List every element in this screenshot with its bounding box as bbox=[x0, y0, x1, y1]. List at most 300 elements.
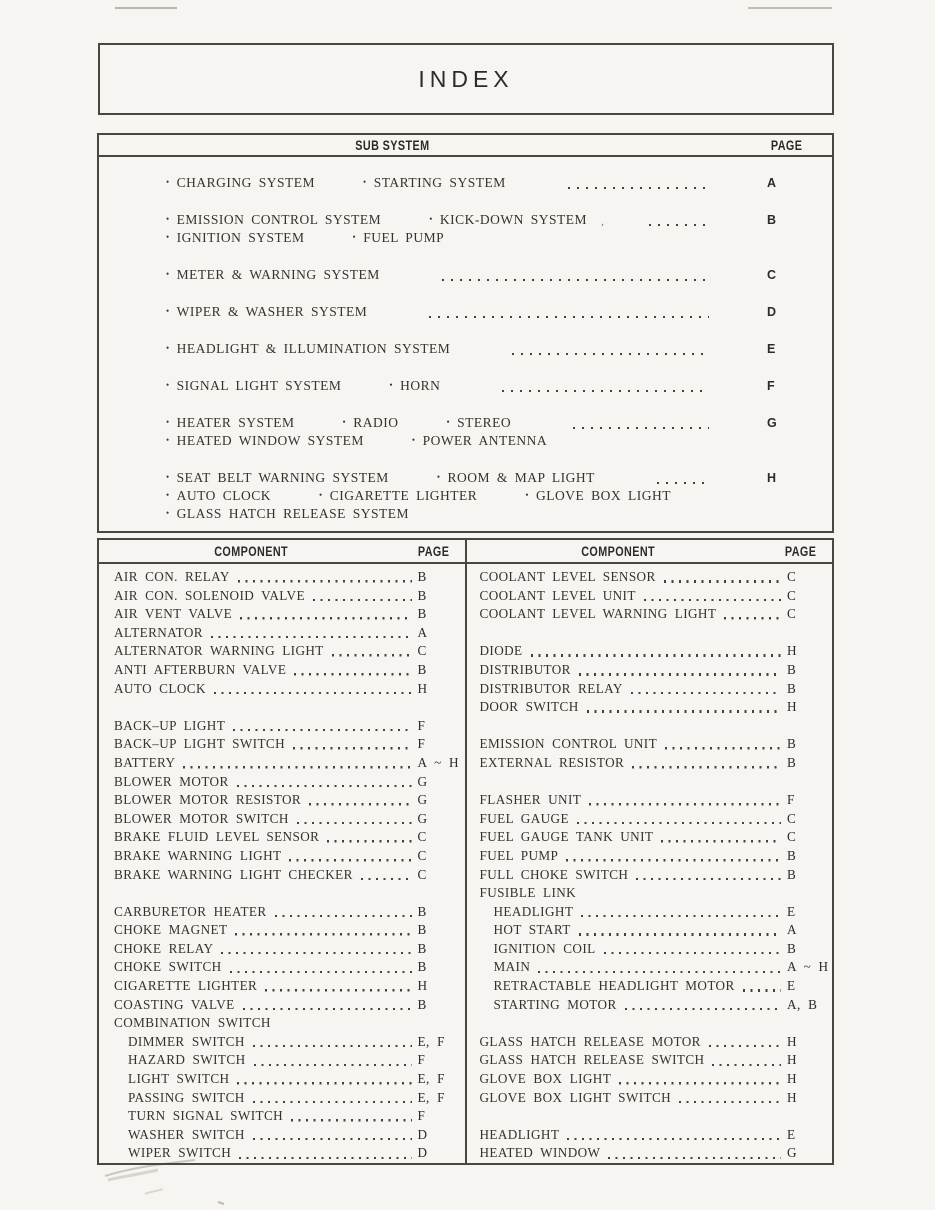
component-page-ref: H bbox=[787, 1089, 798, 1105]
component-name: CIGARETTE LIGHTER bbox=[114, 978, 258, 994]
component-row bbox=[467, 977, 833, 996]
component-row bbox=[467, 735, 833, 754]
bullet-icon: • bbox=[166, 306, 170, 316]
bullet-icon: • bbox=[166, 508, 170, 518]
subsystem-item bbox=[166, 505, 409, 524]
component-row bbox=[99, 1070, 465, 1089]
dotted-leader bbox=[253, 1138, 412, 1141]
component-row bbox=[99, 996, 465, 1015]
subsystem-item-label: HEADLIGHT & ILLUMINATION SYSTEM bbox=[176, 341, 451, 356]
component-row bbox=[99, 754, 465, 773]
dotted-leader bbox=[237, 785, 412, 788]
dotted-leader bbox=[235, 933, 411, 936]
component-row bbox=[467, 568, 833, 587]
component-page-ref: H bbox=[417, 978, 428, 994]
component-name: AUTO CLOCK bbox=[114, 680, 206, 696]
subsystem-item bbox=[429, 211, 587, 230]
subsystem-item bbox=[166, 211, 381, 230]
dotted-leader bbox=[679, 1101, 781, 1104]
component-row bbox=[99, 1126, 465, 1145]
dotted-leader bbox=[429, 316, 709, 319]
component-name: GLOVE BOX LIGHT SWITCH bbox=[479, 1089, 672, 1105]
component-row bbox=[467, 903, 833, 922]
component-name: DISTRIBUTOR RELAY bbox=[479, 680, 623, 696]
subsystem-line bbox=[99, 505, 832, 523]
subsystem-item-label: IGNITION SYSTEM bbox=[176, 230, 305, 245]
component-page-ref: B bbox=[417, 587, 427, 603]
component-row bbox=[99, 921, 465, 940]
dotted-leader bbox=[712, 1064, 781, 1067]
component-name: LIGHT SWITCH bbox=[128, 1071, 230, 1087]
page-title: INDEX bbox=[418, 66, 514, 92]
component-page-ref: H bbox=[417, 680, 428, 696]
dotted-leader bbox=[577, 822, 781, 825]
bullet-icon: • bbox=[319, 490, 323, 500]
dotted-leader bbox=[291, 1119, 411, 1122]
subsystem-entry bbox=[99, 377, 832, 395]
subsystem-item bbox=[389, 377, 440, 396]
component-name: HEADLIGHT bbox=[493, 903, 574, 919]
component-name: CHOKE MAGNET bbox=[114, 922, 228, 938]
component-page-ref: B bbox=[787, 866, 797, 882]
component-row bbox=[99, 568, 465, 587]
component-row bbox=[99, 1089, 465, 1108]
page-column-header: PAGE bbox=[770, 137, 803, 153]
component-name: BLOWER MOTOR bbox=[114, 773, 229, 789]
dotted-leader bbox=[275, 915, 412, 918]
component-name: FUEL GAUGE TANK UNIT bbox=[479, 829, 654, 845]
component-column-header bbox=[467, 544, 771, 559]
subsystem-item-label: AUTO CLOCK bbox=[176, 488, 272, 503]
component-row bbox=[467, 828, 833, 847]
component-column-left bbox=[99, 564, 467, 1163]
subsystem-page-ref: H bbox=[767, 471, 778, 485]
dotted-leader bbox=[289, 859, 411, 862]
subsystem-line bbox=[99, 340, 832, 358]
component-name: AIR CON. SOLENOID VALVE bbox=[114, 587, 305, 603]
component-table-body bbox=[99, 564, 832, 1163]
component-page-ref: G bbox=[787, 1145, 798, 1161]
dotted-leader bbox=[254, 1064, 412, 1067]
dotted-leader bbox=[573, 427, 709, 430]
subsystem-item bbox=[363, 174, 506, 193]
dotted-leader bbox=[442, 279, 709, 282]
component-name: ANTI AFTERBURN VALVE bbox=[114, 661, 287, 677]
component-column-header-label: COMPONENT bbox=[581, 543, 656, 559]
component-row bbox=[99, 642, 465, 661]
component-row bbox=[467, 958, 833, 977]
subsystem-item bbox=[353, 229, 445, 248]
sub-system-column-header: SUB SYSTEM bbox=[355, 137, 430, 153]
component-row bbox=[99, 587, 465, 606]
component-name: ALTERNATOR bbox=[114, 624, 203, 640]
subsystem-item bbox=[446, 414, 511, 433]
component-row-spacer bbox=[99, 884, 465, 903]
component-page-ref: A ~ H bbox=[417, 754, 460, 770]
sub-system-table bbox=[97, 133, 834, 533]
subsystem-item-label: RADIO bbox=[353, 415, 399, 430]
component-row bbox=[99, 680, 465, 699]
subsystem-item bbox=[525, 487, 671, 506]
subsystem-line bbox=[99, 414, 832, 432]
bullet-icon: • bbox=[446, 417, 451, 427]
component-page-ref: C bbox=[417, 866, 427, 882]
component-row bbox=[467, 884, 833, 903]
bullet-icon: • bbox=[342, 417, 347, 427]
component-row bbox=[467, 940, 833, 959]
dotted-leader bbox=[239, 1157, 411, 1160]
component-row bbox=[467, 680, 833, 699]
component-page-ref: F bbox=[417, 717, 426, 733]
component-name: STARTING MOTOR bbox=[493, 996, 617, 1012]
component-row bbox=[99, 1107, 465, 1126]
component-row bbox=[467, 810, 833, 829]
bullet-icon: • bbox=[166, 177, 170, 187]
component-page-ref: E bbox=[787, 978, 796, 994]
component-row bbox=[99, 903, 465, 922]
dotted-leader bbox=[253, 1101, 412, 1104]
component-page-ref: A, B bbox=[787, 996, 818, 1012]
component-page-ref: A ~ H bbox=[787, 959, 829, 975]
component-page-ref: H bbox=[787, 1052, 798, 1068]
dotted-leader bbox=[309, 803, 411, 806]
subsystem-entry bbox=[99, 340, 832, 358]
dotted-leader bbox=[568, 187, 709, 190]
component-row bbox=[467, 996, 833, 1015]
component-page-ref: G bbox=[417, 792, 428, 808]
dotted-leader bbox=[531, 654, 781, 657]
component-page-ref: C bbox=[417, 847, 427, 863]
subsystem-item bbox=[343, 414, 399, 433]
component-row bbox=[467, 698, 833, 717]
subsystem-entry bbox=[99, 469, 832, 523]
bullet-icon: • bbox=[166, 269, 170, 279]
component-page-ref: E, F bbox=[417, 1089, 445, 1105]
component-name: CHOKE SWITCH bbox=[114, 959, 222, 975]
dotted-leader bbox=[665, 747, 781, 750]
dotted-leader bbox=[579, 673, 781, 676]
subsystem-item-label: WIPER & WASHER SYSTEM bbox=[176, 304, 368, 319]
subsystem-line bbox=[99, 211, 832, 229]
component-row bbox=[99, 847, 465, 866]
component-page-ref: C bbox=[787, 587, 797, 603]
component-name: BRAKE WARNING LIGHT bbox=[114, 847, 282, 863]
subsystem-item-label: ROOM & MAP LIGHT bbox=[447, 470, 595, 485]
component-name: WIPER SWITCH bbox=[128, 1145, 232, 1161]
dotted-leader bbox=[238, 580, 412, 583]
component-name: BATTERY bbox=[114, 754, 176, 770]
component-row bbox=[467, 1089, 833, 1108]
scan-speck: ’ bbox=[598, 221, 605, 235]
component-name: BLOWER MOTOR RESISTOR bbox=[114, 792, 302, 808]
component-page-ref: H bbox=[787, 1033, 798, 1049]
component-header-right bbox=[467, 540, 833, 562]
dotted-leader bbox=[538, 971, 781, 974]
component-page-ref: B bbox=[417, 996, 427, 1012]
bullet-icon: • bbox=[166, 380, 170, 390]
dotted-leader bbox=[664, 580, 781, 583]
component-page-ref: B bbox=[787, 736, 797, 752]
component-row bbox=[99, 1014, 465, 1033]
subsystem-page-ref: B bbox=[767, 213, 778, 227]
component-page-ref: B bbox=[417, 661, 427, 677]
component-row bbox=[467, 791, 833, 810]
component-row bbox=[99, 958, 465, 977]
component-name: HEATED WINDOW bbox=[479, 1145, 601, 1161]
component-page-ref: C bbox=[417, 643, 427, 659]
component-page-ref: C bbox=[787, 829, 797, 845]
subsystem-item bbox=[319, 487, 477, 506]
component-page-ref: H bbox=[787, 643, 798, 659]
subsystem-page-ref: D bbox=[767, 305, 778, 319]
component-name: TURN SIGNAL SWITCH bbox=[128, 1108, 284, 1124]
dotted-leader bbox=[214, 692, 412, 695]
component-page-ref: B bbox=[417, 959, 427, 975]
subsystem-item bbox=[166, 303, 367, 322]
component-row bbox=[99, 1051, 465, 1070]
component-page-ref: G bbox=[417, 773, 428, 789]
component-name: FLASHER UNIT bbox=[479, 792, 582, 808]
subsystem-item-label: GLOVE BOX LIGHT bbox=[535, 488, 671, 503]
component-row bbox=[467, 1070, 833, 1089]
component-name: CARBURETOR HEATER bbox=[114, 903, 267, 919]
dotted-leader bbox=[608, 1157, 781, 1160]
subsystem-page-ref: F bbox=[767, 379, 776, 393]
subsystem-item-label: CIGARETTE LIGHTER bbox=[329, 488, 478, 503]
subsystem-item-label: FUEL PUMP bbox=[363, 230, 445, 245]
component-page-ref: F bbox=[417, 736, 426, 752]
dotted-leader bbox=[183, 766, 411, 769]
component-name: ALTERNATOR WARNING LIGHT bbox=[114, 643, 324, 659]
dotted-leader bbox=[581, 915, 781, 918]
component-name: BLOWER MOTOR SWITCH bbox=[114, 810, 289, 826]
component-name: AIR VENT VALVE bbox=[114, 606, 233, 622]
component-name: COOLANT LEVEL WARNING LIGHT bbox=[479, 606, 717, 622]
component-page-ref: B bbox=[787, 754, 797, 770]
subsystem-item-label: STEREO bbox=[457, 415, 512, 430]
scan-smudge bbox=[100, 1158, 280, 1208]
component-row bbox=[99, 624, 465, 643]
subsystem-item-label: GLASS HATCH RELEASE SYSTEM bbox=[176, 506, 410, 521]
component-row bbox=[99, 977, 465, 996]
component-row bbox=[99, 866, 465, 885]
component-name: DIMMER SWITCH bbox=[128, 1033, 245, 1049]
subsystem-item-label: POWER ANTENNA bbox=[422, 433, 548, 448]
component-row bbox=[99, 773, 465, 792]
component-row-spacer bbox=[467, 624, 833, 643]
subsystem-item-label: EMISSION CONTROL SYSTEM bbox=[176, 212, 382, 227]
component-name: FUEL GAUGE bbox=[479, 810, 569, 826]
component-row bbox=[99, 661, 465, 680]
component-page-ref: B bbox=[787, 847, 797, 863]
component-name: DISTRIBUTOR bbox=[479, 661, 571, 677]
dotted-leader bbox=[632, 766, 781, 769]
subsystem-entry bbox=[99, 266, 832, 284]
component-row bbox=[467, 866, 833, 885]
sub-system-table-header bbox=[99, 135, 832, 157]
component-table-header bbox=[99, 540, 832, 564]
component-header-left bbox=[99, 540, 467, 562]
component-page-ref: E, F bbox=[417, 1033, 445, 1049]
page-column-header bbox=[770, 544, 832, 559]
component-page-ref: A bbox=[417, 624, 428, 640]
bullet-icon: • bbox=[166, 472, 170, 482]
dotted-leader bbox=[566, 859, 781, 862]
dotted-leader bbox=[293, 747, 411, 750]
bullet-icon: • bbox=[166, 232, 170, 242]
component-page-ref: E, F bbox=[417, 1071, 445, 1087]
subsystem-line bbox=[99, 432, 832, 450]
component-page-ref: C bbox=[787, 569, 797, 584]
bullet-icon: • bbox=[352, 232, 357, 242]
dotted-leader bbox=[294, 673, 411, 676]
subsystem-line bbox=[99, 303, 832, 321]
page-column-header-label: PAGE bbox=[417, 543, 450, 559]
component-name: IGNITION COIL bbox=[493, 940, 596, 956]
subsystem-page-ref: C bbox=[767, 268, 778, 282]
subsystem-entry bbox=[99, 303, 832, 321]
component-page-ref: B bbox=[787, 661, 797, 677]
component-page-ref: F bbox=[787, 792, 795, 808]
component-name: HOT START bbox=[493, 922, 571, 938]
dotted-leader bbox=[567, 1138, 781, 1141]
component-page-ref: B bbox=[417, 922, 427, 938]
component-row bbox=[99, 605, 465, 624]
component-row-spacer bbox=[467, 717, 833, 736]
component-page-ref: E bbox=[787, 1126, 796, 1142]
subsystem-line bbox=[99, 487, 832, 505]
component-name: FULL CHOKE SWITCH bbox=[479, 866, 629, 882]
component-page-ref: D bbox=[417, 1126, 428, 1142]
dotted-leader bbox=[211, 636, 412, 639]
dotted-leader bbox=[237, 1082, 411, 1085]
subsystem-item-label: HORN bbox=[400, 378, 441, 393]
component-row bbox=[467, 605, 833, 624]
component-name: GLOVE BOX LIGHT bbox=[479, 1071, 612, 1087]
dotted-leader bbox=[253, 1045, 412, 1048]
component-column-right bbox=[467, 564, 833, 1163]
component-column-header-label: COMPONENT bbox=[213, 543, 288, 559]
dotted-leader bbox=[243, 1008, 412, 1011]
subsystem-item-label: CHARGING SYSTEM bbox=[176, 175, 316, 190]
component-page-ref: E bbox=[787, 903, 796, 919]
dotted-leader bbox=[579, 933, 781, 936]
component-name: BRAKE WARNING LIGHT CHECKER bbox=[114, 866, 353, 882]
component-page-ref: B bbox=[417, 903, 427, 919]
subsystem-item bbox=[166, 414, 295, 433]
dotted-leader bbox=[724, 617, 781, 620]
bullet-icon: • bbox=[166, 214, 170, 224]
component-name: COASTING VALVE bbox=[114, 996, 235, 1012]
component-name: MAIN bbox=[493, 959, 531, 975]
component-page-ref: C bbox=[787, 606, 797, 622]
component-name: COOLANT LEVEL SENSOR bbox=[479, 569, 656, 584]
component-name: EMISSION CONTROL UNIT bbox=[479, 736, 658, 752]
subsystem-item bbox=[412, 432, 547, 451]
component-name: DOOR SWITCH bbox=[479, 699, 579, 715]
subsystem-item-label: HEATED WINDOW SYSTEM bbox=[176, 433, 364, 448]
component-page-ref: H bbox=[787, 1071, 798, 1087]
dotted-leader bbox=[743, 989, 781, 992]
component-page-ref: A bbox=[787, 922, 798, 938]
component-column-header bbox=[99, 544, 403, 559]
component-row bbox=[99, 828, 465, 847]
component-name: GLASS HATCH RELEASE SWITCH bbox=[479, 1052, 705, 1068]
dotted-leader bbox=[644, 599, 781, 602]
bullet-icon: • bbox=[166, 417, 170, 427]
scan-edge-mark bbox=[115, 7, 177, 9]
component-name: WASHER SWITCH bbox=[128, 1126, 245, 1142]
component-page-ref: B bbox=[417, 606, 427, 622]
component-row bbox=[467, 754, 833, 773]
subsystem-item-label: STARTING SYSTEM bbox=[373, 175, 506, 190]
index-title-box bbox=[98, 43, 834, 115]
component-row bbox=[467, 642, 833, 661]
bullet-icon: • bbox=[411, 435, 416, 445]
subsystem-item bbox=[166, 487, 271, 506]
bullet-icon: • bbox=[525, 490, 529, 500]
subsystem-item bbox=[166, 266, 380, 285]
component-page-ref: D bbox=[417, 1145, 428, 1161]
dotted-leader bbox=[619, 1082, 781, 1085]
component-row bbox=[99, 940, 465, 959]
component-name: BACK–UP LIGHT SWITCH bbox=[114, 736, 286, 752]
component-page-ref: B bbox=[787, 680, 797, 696]
subsystem-item-label: SEAT BELT WARNING SYSTEM bbox=[176, 470, 389, 485]
dotted-leader bbox=[589, 803, 781, 806]
component-row-spacer bbox=[467, 1107, 833, 1126]
dotted-leader bbox=[636, 878, 781, 881]
component-row bbox=[99, 810, 465, 829]
dotted-leader bbox=[230, 971, 412, 974]
component-name: COMBINATION SWITCH bbox=[114, 1015, 271, 1031]
sub-system-rows bbox=[99, 157, 832, 523]
bullet-icon: • bbox=[166, 435, 170, 445]
dotted-leader bbox=[233, 729, 411, 732]
dotted-leader bbox=[625, 1008, 781, 1011]
subsystem-item bbox=[166, 377, 341, 396]
component-row bbox=[467, 587, 833, 606]
component-row bbox=[467, 847, 833, 866]
scan-edge-mark bbox=[748, 7, 832, 9]
component-row bbox=[99, 735, 465, 754]
component-name: AIR CON. RELAY bbox=[114, 569, 230, 584]
component-row bbox=[99, 1033, 465, 1052]
bullet-icon: • bbox=[166, 490, 170, 500]
dotted-leader bbox=[649, 224, 709, 227]
page-column-header bbox=[403, 544, 465, 559]
component-name: HAZARD SWITCH bbox=[128, 1052, 246, 1068]
dotted-leader bbox=[297, 822, 412, 825]
dotted-leader bbox=[313, 599, 412, 602]
component-row bbox=[99, 1144, 465, 1163]
component-row bbox=[467, 1126, 833, 1145]
subsystem-item bbox=[166, 229, 305, 248]
component-row bbox=[467, 1051, 833, 1070]
dotted-leader bbox=[502, 390, 709, 393]
subsystem-entry bbox=[99, 211, 832, 247]
component-row-spacer bbox=[467, 1014, 833, 1033]
subsystem-item-label: HEATER SYSTEM bbox=[176, 415, 295, 430]
component-row-spacer bbox=[99, 698, 465, 717]
dotted-leader bbox=[661, 840, 781, 843]
component-page-ref: B bbox=[787, 940, 797, 956]
dotted-leader bbox=[240, 617, 411, 620]
dotted-leader bbox=[512, 353, 709, 356]
subsystem-line bbox=[99, 229, 832, 247]
component-name: FUSIBLE LINK bbox=[479, 885, 577, 901]
subsystem-line bbox=[99, 266, 832, 284]
